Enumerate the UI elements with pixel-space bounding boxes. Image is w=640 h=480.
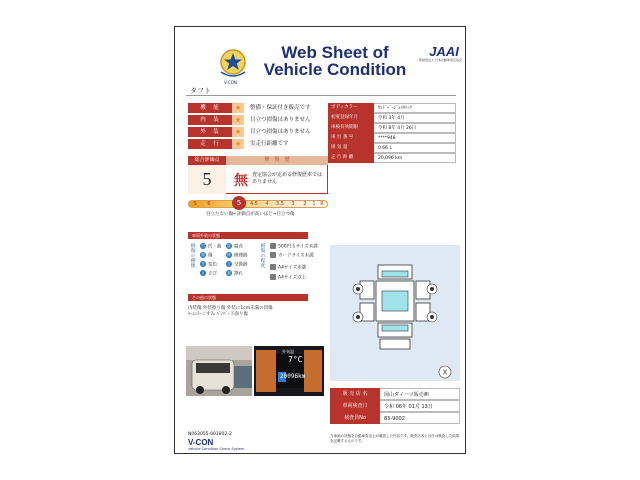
shop-key: 検査員No — [330, 412, 380, 424]
legend-size-3: A4サイズ未満 — [270, 264, 306, 272]
jaai-logo: JAAI — [429, 44, 459, 59]
info-key: 初度登録年月 — [328, 113, 374, 123]
shop-value: 83-9002 — [380, 412, 460, 424]
legend-damage-dent: 凹 凹・曲 — [201, 244, 222, 250]
info-value: 20,096 km — [374, 153, 456, 163]
grade-row-mileage — [188, 139, 318, 149]
legend-heading: 車両外装の状態 — [188, 232, 308, 239]
damage-icon: 腐 — [227, 244, 231, 248]
grade-row-function — [188, 103, 318, 113]
grade-text: 目立つ損傷はありません — [250, 117, 311, 123]
legend-damage-discolor: 変 変色 — [201, 262, 217, 268]
info-value: 令和 8年 4月 26日 — [374, 123, 456, 133]
info-key: 車検有効期限 — [328, 123, 374, 133]
info-row-color — [328, 103, 456, 113]
scale-label: 3 — [291, 201, 295, 207]
damage-icon: 傷 — [201, 253, 205, 257]
info-value: 令和 3年 4月 — [374, 113, 456, 123]
shop-row-inspection-date — [330, 400, 460, 412]
info-value: 0.66 L — [374, 143, 456, 153]
shop-value: 令和 06年 01月 13日 — [380, 400, 460, 412]
star-icon: ★ — [232, 115, 244, 125]
damage-icon: 変 — [201, 262, 205, 266]
star-icon: ★ — [232, 103, 244, 113]
info-row-chassis — [328, 133, 456, 143]
scale-note: 目立たない傷←評価点が高いほど→目立つ傷 — [206, 212, 295, 217]
grade-text: 目立つ損傷はありません — [250, 129, 311, 135]
size-icon — [270, 252, 276, 258]
scale-label: 1 — [312, 201, 316, 207]
scale-label: 4.5 — [250, 201, 258, 207]
car-name: タフト — [190, 87, 211, 95]
vcon-emblem-icon — [218, 48, 248, 82]
info-row-displacement — [328, 143, 456, 153]
legend-damage-rust: さ さび — [201, 271, 217, 277]
meter-label: 外気温 — [282, 349, 294, 354]
shop-row-inspector — [330, 412, 460, 424]
info-row-mileage — [328, 153, 456, 163]
shop-key: 販 売 店 名 — [330, 388, 380, 400]
legend-damage-crack: 割 割れ — [227, 271, 243, 277]
size-icon — [270, 264, 276, 270]
shop-row-name — [330, 388, 460, 400]
meter-temperature: 7°C — [288, 355, 303, 364]
grade-label: 走 行 — [188, 139, 232, 149]
repair-header: 修 復 歴 — [226, 156, 328, 165]
org-name: 一般財団法人 日本自動車査定協会 — [416, 58, 462, 62]
grade-label: 内 装 — [188, 115, 232, 125]
svg-text:X: X — [442, 368, 448, 377]
info-key: ボディカラー — [328, 103, 374, 113]
legend-size-2: カードサイズ未満 — [270, 252, 314, 260]
info-value: ****948 — [374, 133, 456, 143]
grade-row-interior — [188, 115, 318, 125]
repair-text: 査定協会が定める修復歴車ではありません — [252, 172, 323, 185]
info-key: 排 気 量 — [328, 143, 374, 153]
info-key: 車 台 番 号 — [328, 133, 374, 143]
info-row-inspection-expiry — [328, 123, 456, 133]
legend-size-4: A4サイズ以上 — [270, 274, 306, 282]
score-header: 総合評価点 — [188, 156, 226, 165]
vcon-logo: V-CON — [188, 438, 214, 447]
overall-score: 5 — [188, 165, 226, 194]
damage-type-label: 損傷の種類 — [190, 244, 196, 269]
shop-value: 岡山ダイハツ販売㈱ — [380, 388, 460, 400]
scale-selected: 5 — [232, 196, 246, 210]
vehicle-diagram — [330, 245, 460, 381]
remarks-line-1: 内装傷 外装擦り傷 外装に1cm未満の凹傷 — [188, 306, 273, 311]
scale-label: 2 — [303, 201, 307, 207]
grade-text: 整備・保証付き販売です — [250, 105, 311, 111]
damage-icon: 割 — [227, 271, 231, 275]
shop-key: 車両検査日 — [330, 400, 380, 412]
document-number: N063055-001802-2 — [188, 432, 232, 437]
damage-icon: さ — [201, 271, 205, 275]
scale-label: S — [193, 201, 197, 207]
star-icon: ★ — [232, 139, 244, 149]
info-row-registration — [328, 113, 456, 123]
remarks-text — [188, 306, 318, 318]
size-icon — [270, 274, 276, 280]
legend-damage-scratch: 傷 傷 — [201, 253, 213, 259]
divider — [186, 95, 456, 96]
vehicle-photo-exterior — [186, 346, 252, 396]
scale-label: 6 — [207, 201, 211, 207]
legend-damage-replaced: 交 交換跡 — [227, 262, 248, 268]
damage-size-label: 損傷の程度 — [260, 244, 266, 269]
grade-row-exterior — [188, 127, 318, 137]
scale-label: R — [320, 201, 324, 207]
scale-label: 4 — [265, 201, 269, 207]
damage-icon: 修 — [227, 253, 231, 257]
title-line-1: Web Sheet of — [281, 43, 389, 62]
damage-icon: 凹 — [201, 244, 205, 248]
vcon-subtitle: Vehicle Condition Check System — [188, 447, 245, 451]
info-key: 走 行 距 離 — [328, 153, 374, 163]
grade-label: 外 装 — [188, 127, 232, 137]
legend-damage-corrosion: 腐 腐食 — [227, 244, 243, 250]
size-icon — [270, 243, 276, 249]
grade-label: 機 能 — [188, 103, 232, 113]
page-title — [250, 44, 420, 78]
damage-icon: 交 — [227, 262, 231, 266]
legend-damage-repair: 修 修理跡 — [227, 253, 248, 259]
info-value: ｻﾝﾄﾞﾍﾞｰｼﾞｭﾒﾀﾘｯｸ — [374, 103, 456, 113]
grade-text: 実走行距離です — [250, 141, 289, 147]
emblem-text: V-CON — [224, 80, 237, 85]
disclaimer: 当車両の状態を自動車査定士が確認した内容です。販売店名と日付は検査した結果を記載するものです。 — [330, 434, 460, 443]
title-line-2: Vehicle Condition — [263, 60, 407, 79]
star-icon: ★ — [232, 127, 244, 137]
scale-label: 3.5 — [276, 201, 284, 207]
repair-status: 無 — [234, 173, 248, 189]
remarks-heading: その他の状態 — [188, 294, 308, 301]
legend-size-1: 500円玉サイズ未満 — [270, 243, 318, 251]
remarks-line-2: ﾙｰﾑﾐﾗｰくすみ ﾊﾞﾝﾊﾟｰ下面り傷 — [188, 312, 248, 317]
meter-odometer: 20096km — [280, 373, 306, 380]
